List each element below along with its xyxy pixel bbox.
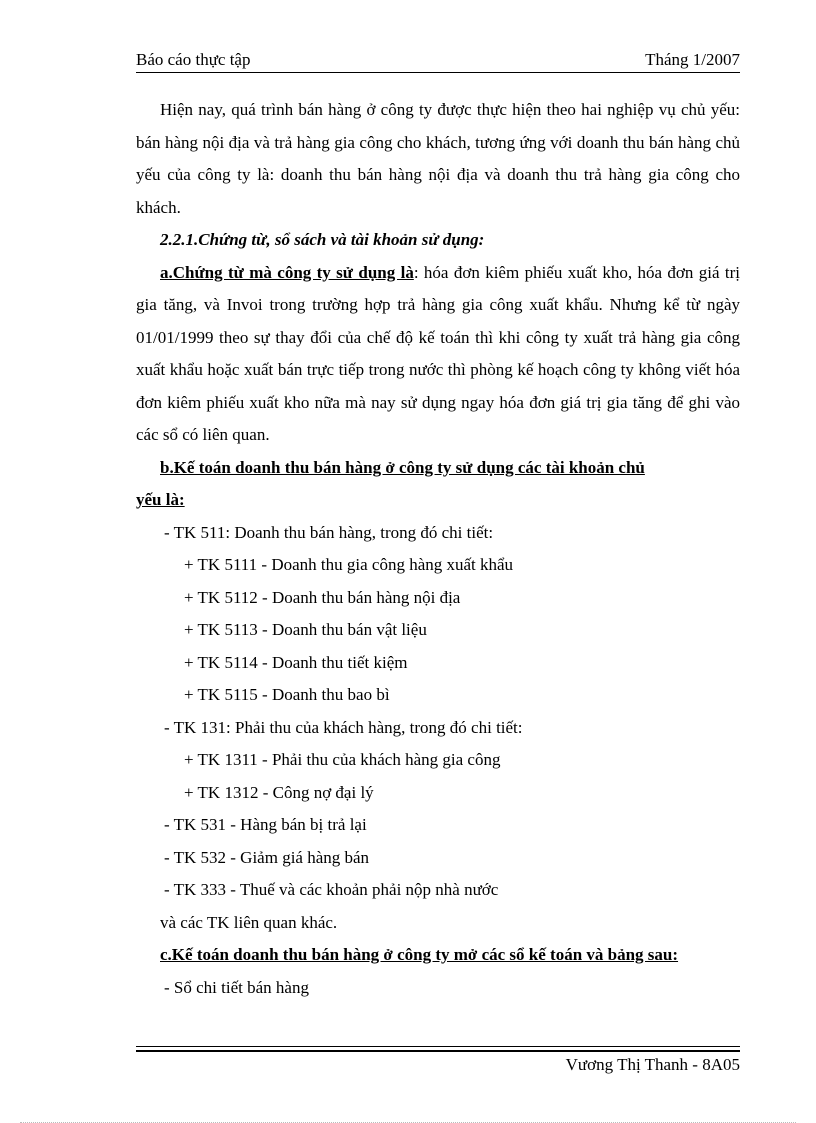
intro-text: Hiện nay, quá trình bán hàng ở công ty được thực hiện theo hai nghiệp vụ chủ yếu: bán hàng nội địa và trả hàng gia công cho khách, tương ứng với doanh thu bán hàng chủ yếu của công ty là: doanh thu bán hàng nội địa và doanh thu trả hàng gia công cho khách. — [136, 100, 740, 217]
part-a-paragraph — [136, 257, 740, 452]
part-b-heading — [136, 452, 740, 485]
section-title: 2.2.1.Chứng từ, sổ sách và tài khoản sử dụng: — [160, 230, 485, 249]
part-c-item: - Sổ chi tiết bán hàng — [164, 977, 309, 997]
account-tk5111: + TK 5111 - Doanh thu gia công hàng xuất khẩu — [184, 555, 514, 574]
account-tk5115: + TK 5115 - Doanh thu bao bì — [184, 685, 390, 704]
account-tk333: - TK 333 - Thuế và các khoản phải nộp nhà nước — [164, 880, 499, 899]
page-header — [136, 46, 740, 73]
part-b-heading-line2: yếu là: — [136, 490, 185, 509]
part-a-label: a.Chứng từ mà công ty sử dụng là — [160, 262, 414, 282]
part-c-heading: c.Kế toán doanh thu bán hàng ở công ty mở các sổ kế toán và bảng sau: — [160, 945, 679, 964]
account-tk1312: + TK 1312 - Công nợ đại lý — [184, 782, 374, 802]
account-tk5112: + TK 5112 - Doanh thu bán hàng nội địa — [184, 587, 461, 607]
intro-paragraph — [136, 94, 740, 224]
account-tk1311: + TK 1311 - Phải thu của khách hàng gia công — [184, 750, 501, 769]
header-date: Tháng 1/2007 — [645, 50, 740, 69]
part-b-heading-line1: b.Kế toán doanh thu bán hàng ở công ty sử dụng các tài khoản chủ — [160, 457, 645, 477]
footer-author: Vương Thị Thanh - 8A05 — [565, 1055, 740, 1074]
part-a-text: : hóa đơn kiêm phiếu xuất kho, hóa đơn giá trị gia tăng, và Invoi trong trường hợp trả hàng gia công xuất khẩu. Nhưng kể từ ngày 01/01/1999 theo sự thay đổi của chế độ kế toán thì khi công ty xuất trả hàng gia công xuất khẩu hoặc xuất bán trực tiếp trong nước thì phòng kế hoạch công ty không viết hóa đơn kiêm phiếu xuất kho nữa mà nay sử dụng ngay hóa đơn giá trị gia tăng để ghi vào các sổ có liên quan. — [136, 262, 740, 444]
account-tk131: - TK 131: Phải thu của khách hàng, trong đó chi tiết: — [164, 717, 523, 737]
account-tk511: - TK 511: Doanh thu bán hàng, trong đó chi tiết: — [164, 522, 494, 542]
account-tk532: - TK 532 - Giảm giá hàng bán — [164, 847, 370, 867]
account-tk5114: + TK 5114 - Doanh thu tiết kiệm — [184, 652, 408, 672]
account-tk531: - TK 531 - Hàng bán bị trả lại — [164, 815, 367, 834]
document-body — [136, 94, 740, 1004]
footer-rule-thin — [136, 1046, 740, 1047]
footer-rule-thick — [136, 1050, 740, 1052]
account-tk5113: + TK 5113 - Doanh thu bán vật liệu — [184, 620, 427, 639]
header-report-title: Báo cáo thực tập — [136, 50, 251, 69]
account-others: và các TK liên quan khác. — [160, 912, 338, 932]
